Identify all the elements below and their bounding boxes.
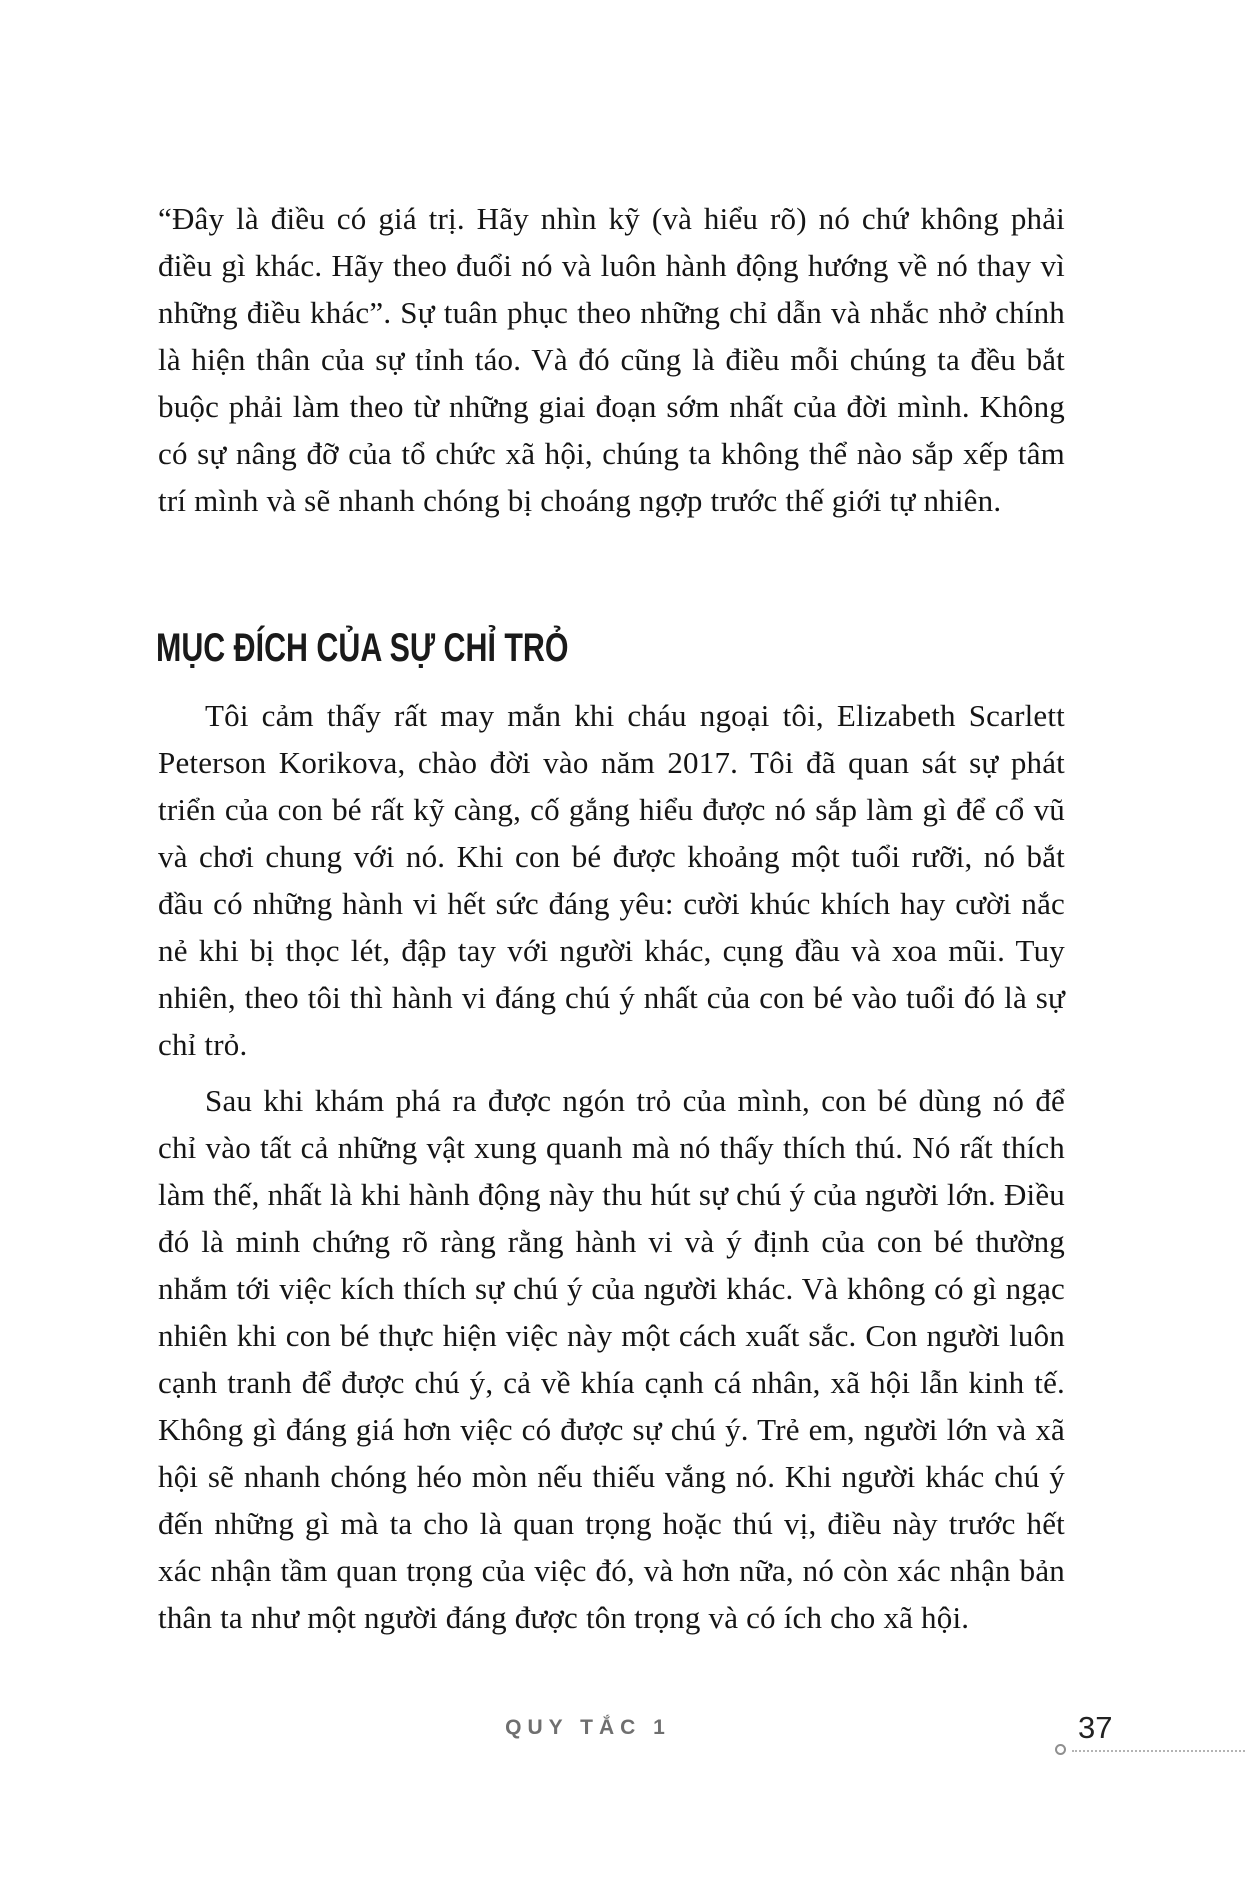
dotted-leader-line bbox=[1072, 1750, 1245, 1752]
body-paragraph-granddaughter: Tôi cảm thấy rất may mắn khi cháu ngoại tôi, Elizabeth Scarlett Peterson Korikova, chào đời vào năm 2017. Tôi đã quan sát sự phát triển của con bé rất kỹ càng, cố gắng hiểu được nó sắp làm gì để cổ vũ và chơi chung với nó. Khi con bé được khoảng một tuổi rưỡi, nó bắt đầu có những hành vi hết sức đáng yêu: cười khúc khích hay cười nắc nẻ khi bị thọc lét, đập tay với người khác, cụng đầu và xoa mũi. Tuy nhiên, theo tôi thì hành vi đáng chú ý nhất của con bé vào tuổi đó là sự chỉ trỏ. bbox=[158, 698, 1065, 1062]
circle-marker-icon bbox=[1055, 1744, 1066, 1755]
running-footer-title: QUY TẮC 1 bbox=[505, 1716, 671, 1739]
page-number: 37 bbox=[1078, 1710, 1113, 1745]
body-paragraph-opening-quote: “Đây là điều có giá trị. Hãy nhìn kỹ (và hiểu rõ) nó chứ không phải điều gì khác. Hãy theo đuổi nó và luôn hành động hướng về nó thay vì những điều khác”. Sự tuân phục theo những chỉ dẫn và nhắc nhở chính là hiện thân của sự tỉnh táo. Và đó cũng là điều mỗi chúng ta đều bắt buộc phải làm theo từ những giai đoạn sớm nhất của đời mình. Không có sự nâng đỡ của tổ chức xã hội, chúng ta không thể nào sắp xếp tâm trí mình và sẽ nhanh chóng bị choáng ngợp trước thế giới tự nhiên. bbox=[158, 201, 1065, 518]
body-paragraph-pointing: Sau khi khám phá ra được ngón trỏ của mình, con bé dùng nó để chỉ vào tất cả những vật xung quanh mà nó thấy thích thú. Nó rất thích làm thế, nhất là khi hành động này thu hút sự chú ý của người lớn. Điều đó là minh chứng rõ ràng rằng hành vi và ý định của con bé thường nhắm tới việc kích thích sự chú ý của người khác. Và không có gì ngạc nhiên khi con bé thực hiện việc này một cách xuất sắc. Con người luôn cạnh tranh để được chú ý, cả về khía cạnh cá nhân, xã hội lẫn kinh tế. Không gì đáng giá hơn việc có được sự chú ý. Trẻ em, người lớn và xã hội sẽ nhanh chóng héo mòn nếu thiếu vắng nó. Khi người khác chú ý đến những gì mà ta cho là quan trọng hoặc thú vị, điều này trước hết xác nhận tầm quan trọng của việc đó, và hơn nữa, nó còn xác nhận bản thân ta như một người đáng được tôn trọng và có ích cho xã hội. bbox=[158, 1083, 1065, 1635]
section-heading: MỤC ĐÍCH CỦA SỰ CHỈ TRỎ bbox=[156, 626, 569, 671]
